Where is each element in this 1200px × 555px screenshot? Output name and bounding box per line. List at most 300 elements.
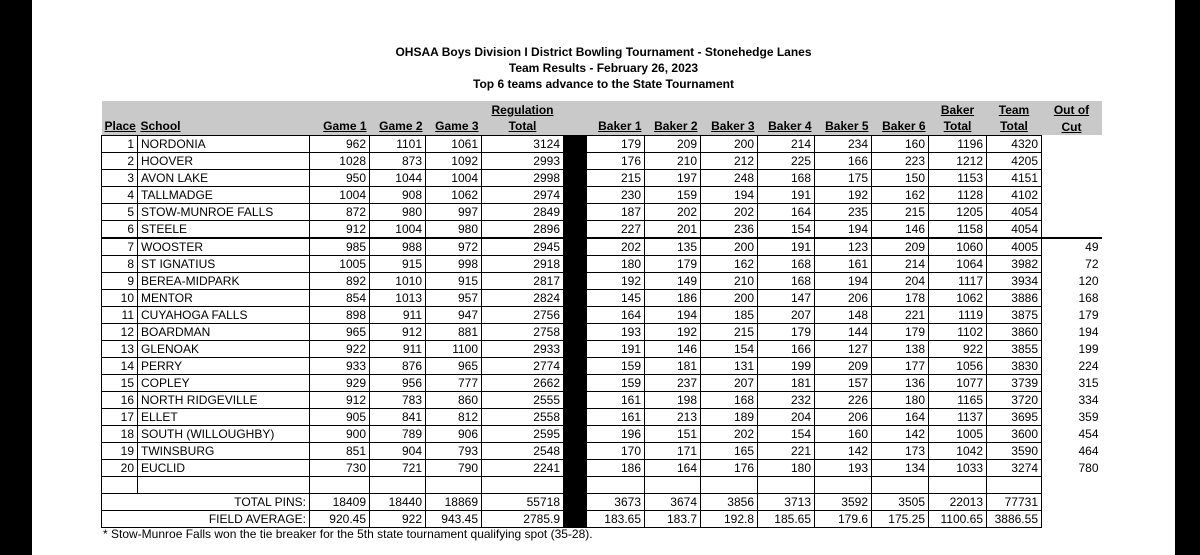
game-2-cell: 908 (370, 186, 426, 203)
separator-cell (564, 220, 587, 238)
baker-2-cell: 151 (645, 425, 701, 442)
baker-total-cell: 1196 (929, 135, 987, 152)
game-3-cell: 812 (426, 408, 482, 425)
total-team-total: 77731 (987, 493, 1042, 510)
team-total-cell: 3830 (987, 357, 1042, 374)
header-baker-3: Baker 3 (701, 118, 758, 135)
place-cell: 12 (102, 323, 138, 340)
header-team-total: Total (987, 118, 1042, 135)
game-1-cell: 912 (310, 391, 370, 408)
baker-5-cell: 206 (815, 289, 872, 306)
team-total-cell: 3860 (987, 323, 1042, 340)
game-3-cell: 915 (426, 272, 482, 289)
baker-4-cell: 232 (758, 391, 815, 408)
field-average-row (102, 510, 1102, 527)
baker-4-cell: 179 (758, 323, 815, 340)
out-of-cut-cell: 199 (1078, 341, 1099, 356)
game-3-cell: 947 (426, 306, 482, 323)
game-3-cell: 793 (426, 442, 482, 459)
regulation-total-cell: 2849 (482, 203, 564, 220)
separator-cell (564, 203, 587, 220)
total-game-3: 18869 (426, 493, 482, 510)
baker-3-cell: 165 (701, 442, 758, 459)
baker-5-cell: 127 (815, 340, 872, 357)
school-cell: BOARDMAN (138, 323, 310, 340)
school-cell: SOUTH (WILLOUGHBY) (138, 425, 310, 442)
baker-4-cell: 154 (758, 425, 815, 442)
baker-5-cell: 142 (815, 442, 872, 459)
game-1-cell: 929 (310, 374, 370, 391)
regulation-total-cell: 2774 (482, 357, 564, 374)
baker-4-cell: 168 (758, 255, 815, 272)
team-total-cell: 4320 (987, 135, 1042, 152)
baker-6-cell: 178 (872, 289, 929, 306)
game-1-cell: 1004 (310, 186, 370, 203)
separator-cell (564, 459, 587, 476)
average-game-1: 920.45 (310, 510, 370, 527)
baker-2-cell: 179 (645, 255, 701, 272)
baker-1-cell: 193 (587, 323, 645, 340)
header-baker-4: Baker 4 (758, 118, 815, 135)
regulation-total-cell: 2945 (482, 238, 564, 256)
team-total-cell: 3886 (987, 289, 1042, 306)
game-1-cell: 1005 (310, 255, 370, 272)
baker-3-cell: 212 (701, 152, 758, 169)
baker-2-cell: 149 (645, 272, 701, 289)
team-total-cell: 4205 (987, 152, 1042, 169)
game-3-cell: 997 (426, 203, 482, 220)
baker-3-cell: 189 (701, 408, 758, 425)
game-3-cell: 1100 (426, 340, 482, 357)
out-of-cut-cell: 334 (1078, 392, 1099, 407)
baker-4-cell: 168 (758, 169, 815, 186)
baker-6-cell: 138 (872, 340, 929, 357)
place-cell: 9 (102, 272, 138, 289)
separator-cell (564, 289, 587, 306)
baker-2-cell: 192 (645, 323, 701, 340)
header-cut-top: Out of (1042, 101, 1102, 118)
table-row (102, 459, 1102, 476)
header-game-3: Game 3 (426, 118, 482, 135)
game-2-cell: 980 (370, 203, 426, 220)
table-row (102, 220, 1102, 238)
place-cell: 19 (102, 442, 138, 459)
baker-3-cell: 215 (701, 323, 758, 340)
game-3-cell: 972 (426, 238, 482, 256)
place-cell: 6 (102, 220, 138, 238)
baker-4-cell: 221 (758, 442, 815, 459)
team-total-cell: 3590 (987, 442, 1042, 459)
baker-1-cell: 202 (587, 238, 645, 256)
game-3-cell: 965 (426, 357, 482, 374)
average-game-3: 943.45 (426, 510, 482, 527)
team-total-cell: 4151 (987, 169, 1042, 186)
out-of-cut-cell (1042, 152, 1102, 169)
team-total-cell: 3875 (987, 306, 1042, 323)
game-2-cell: 841 (370, 408, 426, 425)
separator-cell (564, 135, 587, 152)
place-cell: 10 (102, 289, 138, 306)
school-cell: WOOSTER (138, 238, 310, 256)
regulation-total-cell: 2662 (482, 374, 564, 391)
baker-6-cell: 177 (872, 357, 929, 374)
team-total-cell: 4054 (987, 220, 1042, 238)
baker-1-cell: 176 (587, 152, 645, 169)
school-cell: BEREA-MIDPARK (138, 272, 310, 289)
baker-4-cell: 180 (758, 459, 815, 476)
baker-3-cell: 207 (701, 374, 758, 391)
footnote: * Stow-Munroe Falls won the tie breaker for the 5th state tournament qualifying spot (35-28). (103, 527, 593, 541)
school-cell: STEELE (138, 220, 310, 238)
header-cut: Cut (1042, 118, 1102, 135)
title-block (32, 44, 1175, 92)
game-1-cell: 1028 (310, 152, 370, 169)
baker-6-cell: 179 (872, 323, 929, 340)
baker-total-cell: 1158 (929, 220, 987, 238)
out-of-cut-cell (1042, 186, 1102, 203)
results-table (101, 101, 1102, 528)
out-of-cut-cell (1042, 220, 1102, 238)
baker-5-cell: 166 (815, 152, 872, 169)
place-cell: 15 (102, 374, 138, 391)
total-baker-2: 3674 (645, 493, 701, 510)
separator-cell (564, 306, 587, 323)
baker-total-cell: 1212 (929, 152, 987, 169)
baker-total-cell: 1119 (929, 306, 987, 323)
separator-cell (564, 374, 587, 391)
school-cell: ELLET (138, 408, 310, 425)
regulation-total-cell: 3124 (482, 135, 564, 152)
game-2-cell: 1101 (370, 135, 426, 152)
baker-3-cell: 202 (701, 425, 758, 442)
baker-6-cell: 173 (872, 442, 929, 459)
baker-total-cell: 1005 (929, 425, 987, 442)
game-3-cell: 860 (426, 391, 482, 408)
out-of-cut-cell: 780 (1078, 460, 1099, 475)
team-total-cell: 3739 (987, 374, 1042, 391)
baker-1-cell: 192 (587, 272, 645, 289)
place-cell: 17 (102, 408, 138, 425)
baker-4-cell: 225 (758, 152, 815, 169)
game-1-cell: 985 (310, 238, 370, 256)
title-line-2: Team Results - February 26, 2023 (508, 61, 699, 75)
game-1-cell: 950 (310, 169, 370, 186)
separator-cell (564, 408, 587, 425)
game-3-cell: 1061 (426, 135, 482, 152)
out-of-cut-cell: 179 (1078, 307, 1099, 322)
baker-3-cell: 131 (701, 357, 758, 374)
baker-6-cell: 150 (872, 169, 929, 186)
regulation-total-cell: 2824 (482, 289, 564, 306)
team-total-cell: 3982 (987, 255, 1042, 272)
out-of-cut-cell: 464 (1078, 443, 1099, 458)
place-cell: 14 (102, 357, 138, 374)
game-2-cell: 721 (370, 459, 426, 476)
baker-3-cell: 200 (701, 238, 758, 256)
regulation-total-cell: 2756 (482, 306, 564, 323)
baker-5-cell: 157 (815, 374, 872, 391)
baker-1-cell: 186 (587, 459, 645, 476)
game-2-cell: 876 (370, 357, 426, 374)
average-baker-2: 183.7 (645, 510, 701, 527)
baker-1-cell: 180 (587, 255, 645, 272)
baker-total-cell: 1060 (929, 238, 987, 256)
regulation-total-cell: 2974 (482, 186, 564, 203)
game-2-cell: 988 (370, 238, 426, 256)
school-cell: PERRY (138, 357, 310, 374)
team-total-cell: 3695 (987, 408, 1042, 425)
regulation-total-cell: 2555 (482, 391, 564, 408)
game-2-cell: 911 (370, 340, 426, 357)
game-2-cell: 911 (370, 306, 426, 323)
header-school: School (138, 118, 310, 135)
place-cell: 8 (102, 255, 138, 272)
baker-2-cell: 164 (645, 459, 701, 476)
title-line-3: Top 6 teams advance to the State Tournament (473, 77, 734, 91)
out-of-cut-cell: 224 (1078, 358, 1099, 373)
baker-6-cell: 146 (872, 220, 929, 238)
school-cell: TALLMADGE (138, 186, 310, 203)
table-row (102, 255, 1102, 272)
place-cell: 4 (102, 186, 138, 203)
regulation-total-cell: 2758 (482, 323, 564, 340)
table-row (102, 169, 1102, 186)
header-game-1: Game 1 (310, 118, 370, 135)
total-baker-1: 3673 (587, 493, 645, 510)
game-1-cell: 962 (310, 135, 370, 152)
team-total-cell: 4054 (987, 203, 1042, 220)
table-row (102, 357, 1102, 374)
baker-6-cell: 221 (872, 306, 929, 323)
baker-6-cell: 214 (872, 255, 929, 272)
total-baker-6: 3505 (872, 493, 929, 510)
header-game-2: Game 2 (370, 118, 426, 135)
game-1-cell: 892 (310, 272, 370, 289)
team-total-cell: 3274 (987, 459, 1042, 476)
game-1-cell: 730 (310, 459, 370, 476)
separator-cell (564, 186, 587, 203)
table-row (102, 425, 1102, 442)
table-row (102, 340, 1102, 357)
out-of-cut-cell: 359 (1078, 409, 1099, 424)
baker-1-cell: 227 (587, 220, 645, 238)
game-2-cell: 1013 (370, 289, 426, 306)
table-row (102, 289, 1102, 306)
baker-total-cell: 1165 (929, 391, 987, 408)
table-row (102, 408, 1102, 425)
team-total-cell: 3934 (987, 272, 1042, 289)
table-row (102, 442, 1102, 459)
baker-3-cell: 194 (701, 186, 758, 203)
game-2-cell: 912 (370, 323, 426, 340)
baker-1-cell: 145 (587, 289, 645, 306)
baker-5-cell: 144 (815, 323, 872, 340)
average-baker-5: 179.6 (815, 510, 872, 527)
game-2-cell: 789 (370, 425, 426, 442)
place-cell: 16 (102, 391, 138, 408)
school-cell: MENTOR (138, 289, 310, 306)
spacer-row (102, 476, 1102, 493)
header-baker-5: Baker 5 (815, 118, 872, 135)
table-row (102, 238, 1102, 256)
school-cell: AVON LAKE (138, 169, 310, 186)
school-cell: TWINSBURG (138, 442, 310, 459)
baker-1-cell: 196 (587, 425, 645, 442)
total-pins-row (102, 493, 1102, 510)
baker-6-cell: 134 (872, 459, 929, 476)
out-of-cut-cell: 315 (1078, 375, 1099, 390)
baker-5-cell: 193 (815, 459, 872, 476)
average-baker-4: 185.65 (758, 510, 815, 527)
table-row (102, 135, 1102, 152)
baker-total-cell: 1056 (929, 357, 987, 374)
baker-total-cell: 1153 (929, 169, 987, 186)
game-1-cell: 912 (310, 220, 370, 238)
school-cell: NORDONIA (138, 135, 310, 152)
baker-5-cell: 206 (815, 408, 872, 425)
school-cell: CUYAHOGA FALLS (138, 306, 310, 323)
school-cell: GLENOAK (138, 340, 310, 357)
baker-2-cell: 209 (645, 135, 701, 152)
baker-2-cell: 181 (645, 357, 701, 374)
baker-2-cell: 198 (645, 391, 701, 408)
out-of-cut-cell: 49 (1085, 239, 1099, 254)
out-of-cut-cell: 120 (1078, 273, 1099, 288)
baker-total-cell: 1102 (929, 323, 987, 340)
separator-cell (564, 152, 587, 169)
baker-6-cell: 162 (872, 186, 929, 203)
baker-4-cell: 204 (758, 408, 815, 425)
baker-3-cell: 185 (701, 306, 758, 323)
game-1-cell: 900 (310, 425, 370, 442)
results-sheet (32, 0, 1175, 555)
place-cell: 2 (102, 152, 138, 169)
table-row (102, 186, 1102, 203)
place-cell: 11 (102, 306, 138, 323)
team-total-cell: 4005 (987, 238, 1042, 256)
total-baker-5: 3592 (815, 493, 872, 510)
game-1-cell: 851 (310, 442, 370, 459)
title-line-1: OHSAA Boys Division I District Bowling Tournament - Stonehedge Lanes (395, 45, 812, 59)
baker-6-cell: 180 (872, 391, 929, 408)
baker-6-cell: 164 (872, 408, 929, 425)
baker-5-cell: 234 (815, 135, 872, 152)
school-cell: HOOVER (138, 152, 310, 169)
game-2-cell: 1004 (370, 220, 426, 238)
header-baker-2: Baker 2 (645, 118, 701, 135)
baker-4-cell: 147 (758, 289, 815, 306)
baker-3-cell: 200 (701, 289, 758, 306)
table-row (102, 272, 1102, 289)
regulation-total-cell: 2896 (482, 220, 564, 238)
baker-3-cell: 176 (701, 459, 758, 476)
baker-total-cell: 1205 (929, 203, 987, 220)
field-average-label: FIELD AVERAGE: (138, 510, 310, 527)
game-3-cell: 790 (426, 459, 482, 476)
baker-5-cell: 175 (815, 169, 872, 186)
game-1-cell: 854 (310, 289, 370, 306)
baker-6-cell: 215 (872, 203, 929, 220)
out-of-cut-cell: 168 (1078, 290, 1099, 305)
average-game-2: 922 (370, 510, 426, 527)
baker-total-cell: 1117 (929, 272, 987, 289)
game-2-cell: 783 (370, 391, 426, 408)
game-3-cell: 906 (426, 425, 482, 442)
regulation-total-cell: 2558 (482, 408, 564, 425)
game-1-cell: 922 (310, 340, 370, 357)
separator-cell (564, 340, 587, 357)
baker-5-cell: 194 (815, 272, 872, 289)
baker-total-cell: 1064 (929, 255, 987, 272)
baker-6-cell: 160 (872, 135, 929, 152)
baker-3-cell: 168 (701, 391, 758, 408)
baker-6-cell: 136 (872, 374, 929, 391)
baker-5-cell: 226 (815, 391, 872, 408)
game-3-cell: 1004 (426, 169, 482, 186)
baker-5-cell: 161 (815, 255, 872, 272)
baker-1-cell: 170 (587, 442, 645, 459)
baker-3-cell: 154 (701, 340, 758, 357)
table-row (102, 391, 1102, 408)
regulation-total-cell: 2918 (482, 255, 564, 272)
baker-2-cell: 194 (645, 306, 701, 323)
baker-5-cell: 235 (815, 203, 872, 220)
table-row (102, 323, 1102, 340)
baker-2-cell: 135 (645, 238, 701, 256)
table-row (102, 306, 1102, 323)
average-baker-1: 183.65 (587, 510, 645, 527)
average-team-total: 3886.55 (987, 510, 1042, 527)
game-3-cell: 998 (426, 255, 482, 272)
separator-cell (564, 323, 587, 340)
baker-1-cell: 161 (587, 408, 645, 425)
separator-cell (564, 425, 587, 442)
game-2-cell: 1044 (370, 169, 426, 186)
baker-6-cell: 204 (872, 272, 929, 289)
baker-4-cell: 214 (758, 135, 815, 152)
regulation-total-cell: 2548 (482, 442, 564, 459)
team-total-cell: 3855 (987, 340, 1042, 357)
baker-total-cell: 1137 (929, 408, 987, 425)
baker-4-cell: 191 (758, 238, 815, 256)
average-baker-6: 175.25 (872, 510, 929, 527)
table-row (102, 152, 1102, 169)
regulation-total-cell: 2998 (482, 169, 564, 186)
out-of-cut-cell (1042, 203, 1102, 220)
baker-2-cell: 146 (645, 340, 701, 357)
game-2-cell: 873 (370, 152, 426, 169)
game-3-cell: 980 (426, 220, 482, 238)
baker-2-cell: 171 (645, 442, 701, 459)
baker-1-cell: 164 (587, 306, 645, 323)
baker-4-cell: 191 (758, 186, 815, 203)
baker-total-cell: 1077 (929, 374, 987, 391)
total-game-1: 18409 (310, 493, 370, 510)
baker-3-cell: 248 (701, 169, 758, 186)
place-cell: 18 (102, 425, 138, 442)
baker-5-cell: 209 (815, 357, 872, 374)
place-cell: 13 (102, 340, 138, 357)
out-of-cut-cell: 454 (1078, 426, 1099, 441)
baker-total-cell: 1042 (929, 442, 987, 459)
place-cell: 5 (102, 203, 138, 220)
separator-cell (564, 442, 587, 459)
baker-2-cell: 202 (645, 203, 701, 220)
place-cell: 7 (102, 238, 138, 256)
game-1-cell: 905 (310, 408, 370, 425)
baker-2-cell: 210 (645, 152, 701, 169)
baker-2-cell: 159 (645, 186, 701, 203)
